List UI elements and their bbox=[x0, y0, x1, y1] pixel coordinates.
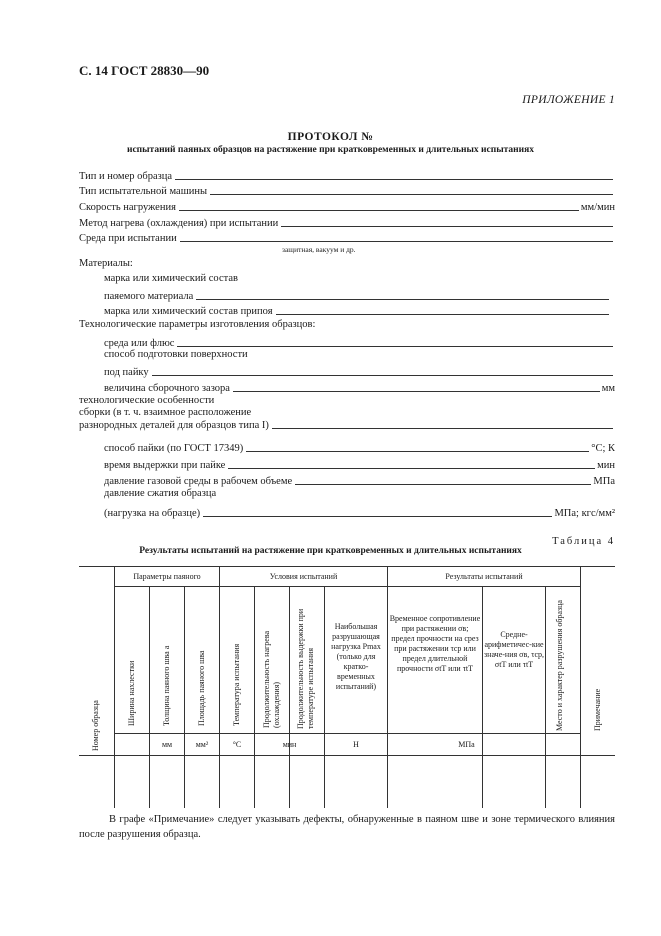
table-border-top bbox=[79, 566, 615, 567]
fill-line[interactable] bbox=[272, 419, 613, 429]
group-conditions-header: Условия испытаний bbox=[269, 572, 338, 581]
field-sample-type bbox=[79, 168, 615, 182]
col-divider bbox=[289, 586, 290, 808]
field-heating-method bbox=[79, 215, 615, 229]
unit-mm: мм bbox=[161, 740, 173, 749]
field-load-speed bbox=[79, 199, 615, 213]
field-unit: мм/мин bbox=[580, 202, 615, 213]
col-header-seam-area: Площадь паяного шва bbox=[197, 650, 206, 726]
field-base-material bbox=[104, 288, 611, 302]
field-unit: мин bbox=[597, 460, 615, 471]
table-header-bottom bbox=[79, 755, 615, 756]
fill-line[interactable] bbox=[281, 217, 613, 227]
fill-line[interactable] bbox=[276, 305, 609, 315]
col-header-sample-no: Номер образца bbox=[91, 700, 100, 751]
group-results-header: Результаты испытаний bbox=[445, 572, 523, 581]
col-header-fracture: Место и характер разрушения образца bbox=[555, 600, 564, 731]
col-divider bbox=[387, 566, 388, 808]
field-label: под пайку bbox=[104, 367, 149, 378]
fill-line[interactable] bbox=[196, 290, 609, 300]
fill-line[interactable] bbox=[152, 366, 613, 376]
field-label: Метод нагрева (охлаждения) при испытании bbox=[79, 218, 279, 229]
field-label: разнородных деталей для образцов типа I) bbox=[79, 420, 269, 431]
grade-label-line1: марка или химический состав bbox=[104, 273, 238, 284]
col-divider bbox=[114, 566, 115, 808]
field-flux bbox=[104, 335, 615, 349]
fill-line[interactable] bbox=[179, 201, 579, 211]
fill-line[interactable] bbox=[233, 382, 600, 392]
fill-line[interactable] bbox=[295, 475, 591, 485]
field-label: Тип и номер образца bbox=[79, 171, 173, 182]
field-gas-pressure bbox=[104, 473, 615, 487]
field-solder-grade bbox=[104, 303, 611, 317]
col-divider bbox=[482, 586, 483, 808]
col-header-seam-thickness: Толщина паяного шва a bbox=[162, 645, 171, 726]
field-label: способ пайки (по ГОСТ 17349) bbox=[104, 443, 244, 454]
field-label: давление газовой среды в рабочем объеме bbox=[104, 476, 293, 487]
col-header-max-load: Наибольшая разрушающая нагрузка Pmax (только для кратко-временных испытаний) bbox=[331, 622, 381, 691]
field-unit: МПа; кгс/мм² bbox=[554, 508, 615, 519]
field-compress bbox=[104, 505, 615, 519]
field-label: Среда при испытании bbox=[79, 233, 177, 244]
field-label: величина сборочного зазора bbox=[104, 383, 230, 394]
field-label: среда или флюс bbox=[104, 338, 175, 349]
tech-params-heading: Технологические параметры изготовления образцов: bbox=[79, 319, 316, 330]
unit-min: мин bbox=[282, 740, 297, 749]
col-header-heating-duration: Продолжительность нагрева (охлаждения) bbox=[262, 630, 281, 728]
page-header-left: С. 14 ГОСТ 28830—90 bbox=[79, 63, 210, 78]
col-divider bbox=[545, 586, 546, 808]
tech-features-line1: технологические особенности bbox=[79, 395, 215, 406]
col-header-mean: Средне-арифметичес-кие значе-ния σв, τср, σtT или τtT bbox=[484, 630, 545, 669]
col-divider bbox=[324, 586, 325, 808]
tech-features-line2: сборки (в т. ч. взаимное расположение bbox=[79, 407, 252, 418]
col-header-temperature: Температура испытания bbox=[232, 643, 241, 726]
unit-celsius: °С bbox=[232, 740, 242, 749]
results-table bbox=[79, 566, 615, 808]
col-header-note: Примечание bbox=[593, 688, 602, 731]
field-unit: °С; К bbox=[591, 443, 615, 454]
unit-mpa: МПа bbox=[458, 740, 475, 749]
field-machine-type bbox=[79, 183, 615, 197]
group-params-header: Параметры паяного bbox=[133, 572, 201, 581]
table-title: Результаты испытаний на растяжение при кратковременных и длительных испытаниях bbox=[139, 546, 522, 556]
surface-prep-line1: способ подготовки поверхности bbox=[104, 349, 248, 360]
field-test-medium bbox=[79, 230, 615, 244]
fill-line[interactable] bbox=[203, 507, 552, 517]
col-header-hold-duration: Продолжительность выдержки при температуре испытания bbox=[296, 608, 315, 729]
compress-line1: давление сжатия образца bbox=[104, 488, 217, 499]
field-label: Скорость нагружения bbox=[79, 202, 176, 213]
fill-line[interactable] bbox=[180, 232, 613, 242]
field-unit: мм bbox=[601, 383, 615, 394]
unit-newton: Н bbox=[353, 740, 359, 749]
fill-line[interactable] bbox=[177, 337, 613, 347]
table-caption: Таблица 4 bbox=[552, 536, 615, 547]
field-label: паяемого материала bbox=[104, 291, 194, 302]
col-divider bbox=[219, 566, 220, 808]
col-divider bbox=[149, 586, 150, 808]
field-unit: МПа bbox=[593, 476, 615, 487]
fill-line[interactable] bbox=[228, 459, 595, 469]
unit-mm2: мм² bbox=[195, 740, 209, 749]
field-gap bbox=[104, 380, 615, 394]
fill-line[interactable] bbox=[175, 170, 613, 180]
field-surface-prep bbox=[104, 364, 615, 378]
field-label: Тип испытательной машины bbox=[79, 186, 208, 197]
fill-line[interactable] bbox=[210, 185, 613, 195]
field-label: марка или химический состав припоя bbox=[104, 306, 273, 317]
protocol-subtitle: испытаний паяных образцов на растяжение при кратковременных и длительных испытаниях bbox=[126, 145, 535, 155]
footer-note: В графе «Примечание» следует указывать дефекты, обнаруженные в паяном шве и зоне термического влияния после разрушения образца. bbox=[79, 814, 615, 840]
protocol-title: ПРОТОКОЛ № bbox=[287, 131, 374, 143]
col-header-overlap-width: Ширина нахлестки bbox=[127, 660, 136, 726]
field-solder-method bbox=[104, 440, 615, 454]
field-hold-time bbox=[104, 457, 615, 471]
field-label: (нагрузка на образце) bbox=[104, 508, 201, 519]
materials-heading: Материалы: bbox=[79, 258, 133, 269]
appendix-label: ПРИЛОЖЕНИЕ 1 bbox=[522, 94, 615, 106]
col-divider bbox=[254, 586, 255, 808]
field-label: время выдержки при пайке bbox=[104, 460, 226, 471]
fill-line[interactable] bbox=[246, 442, 589, 452]
col-divider bbox=[580, 566, 581, 808]
field-tech-features bbox=[79, 417, 615, 431]
col-header-strength: Временное сопротивление при растяжении σв; предел прочности на срез при растяжении τср или предел длительной прочности σtT или τtT bbox=[389, 614, 481, 673]
test-medium-note: защитная, вакуум и др. bbox=[282, 245, 356, 254]
col-divider bbox=[184, 586, 185, 808]
